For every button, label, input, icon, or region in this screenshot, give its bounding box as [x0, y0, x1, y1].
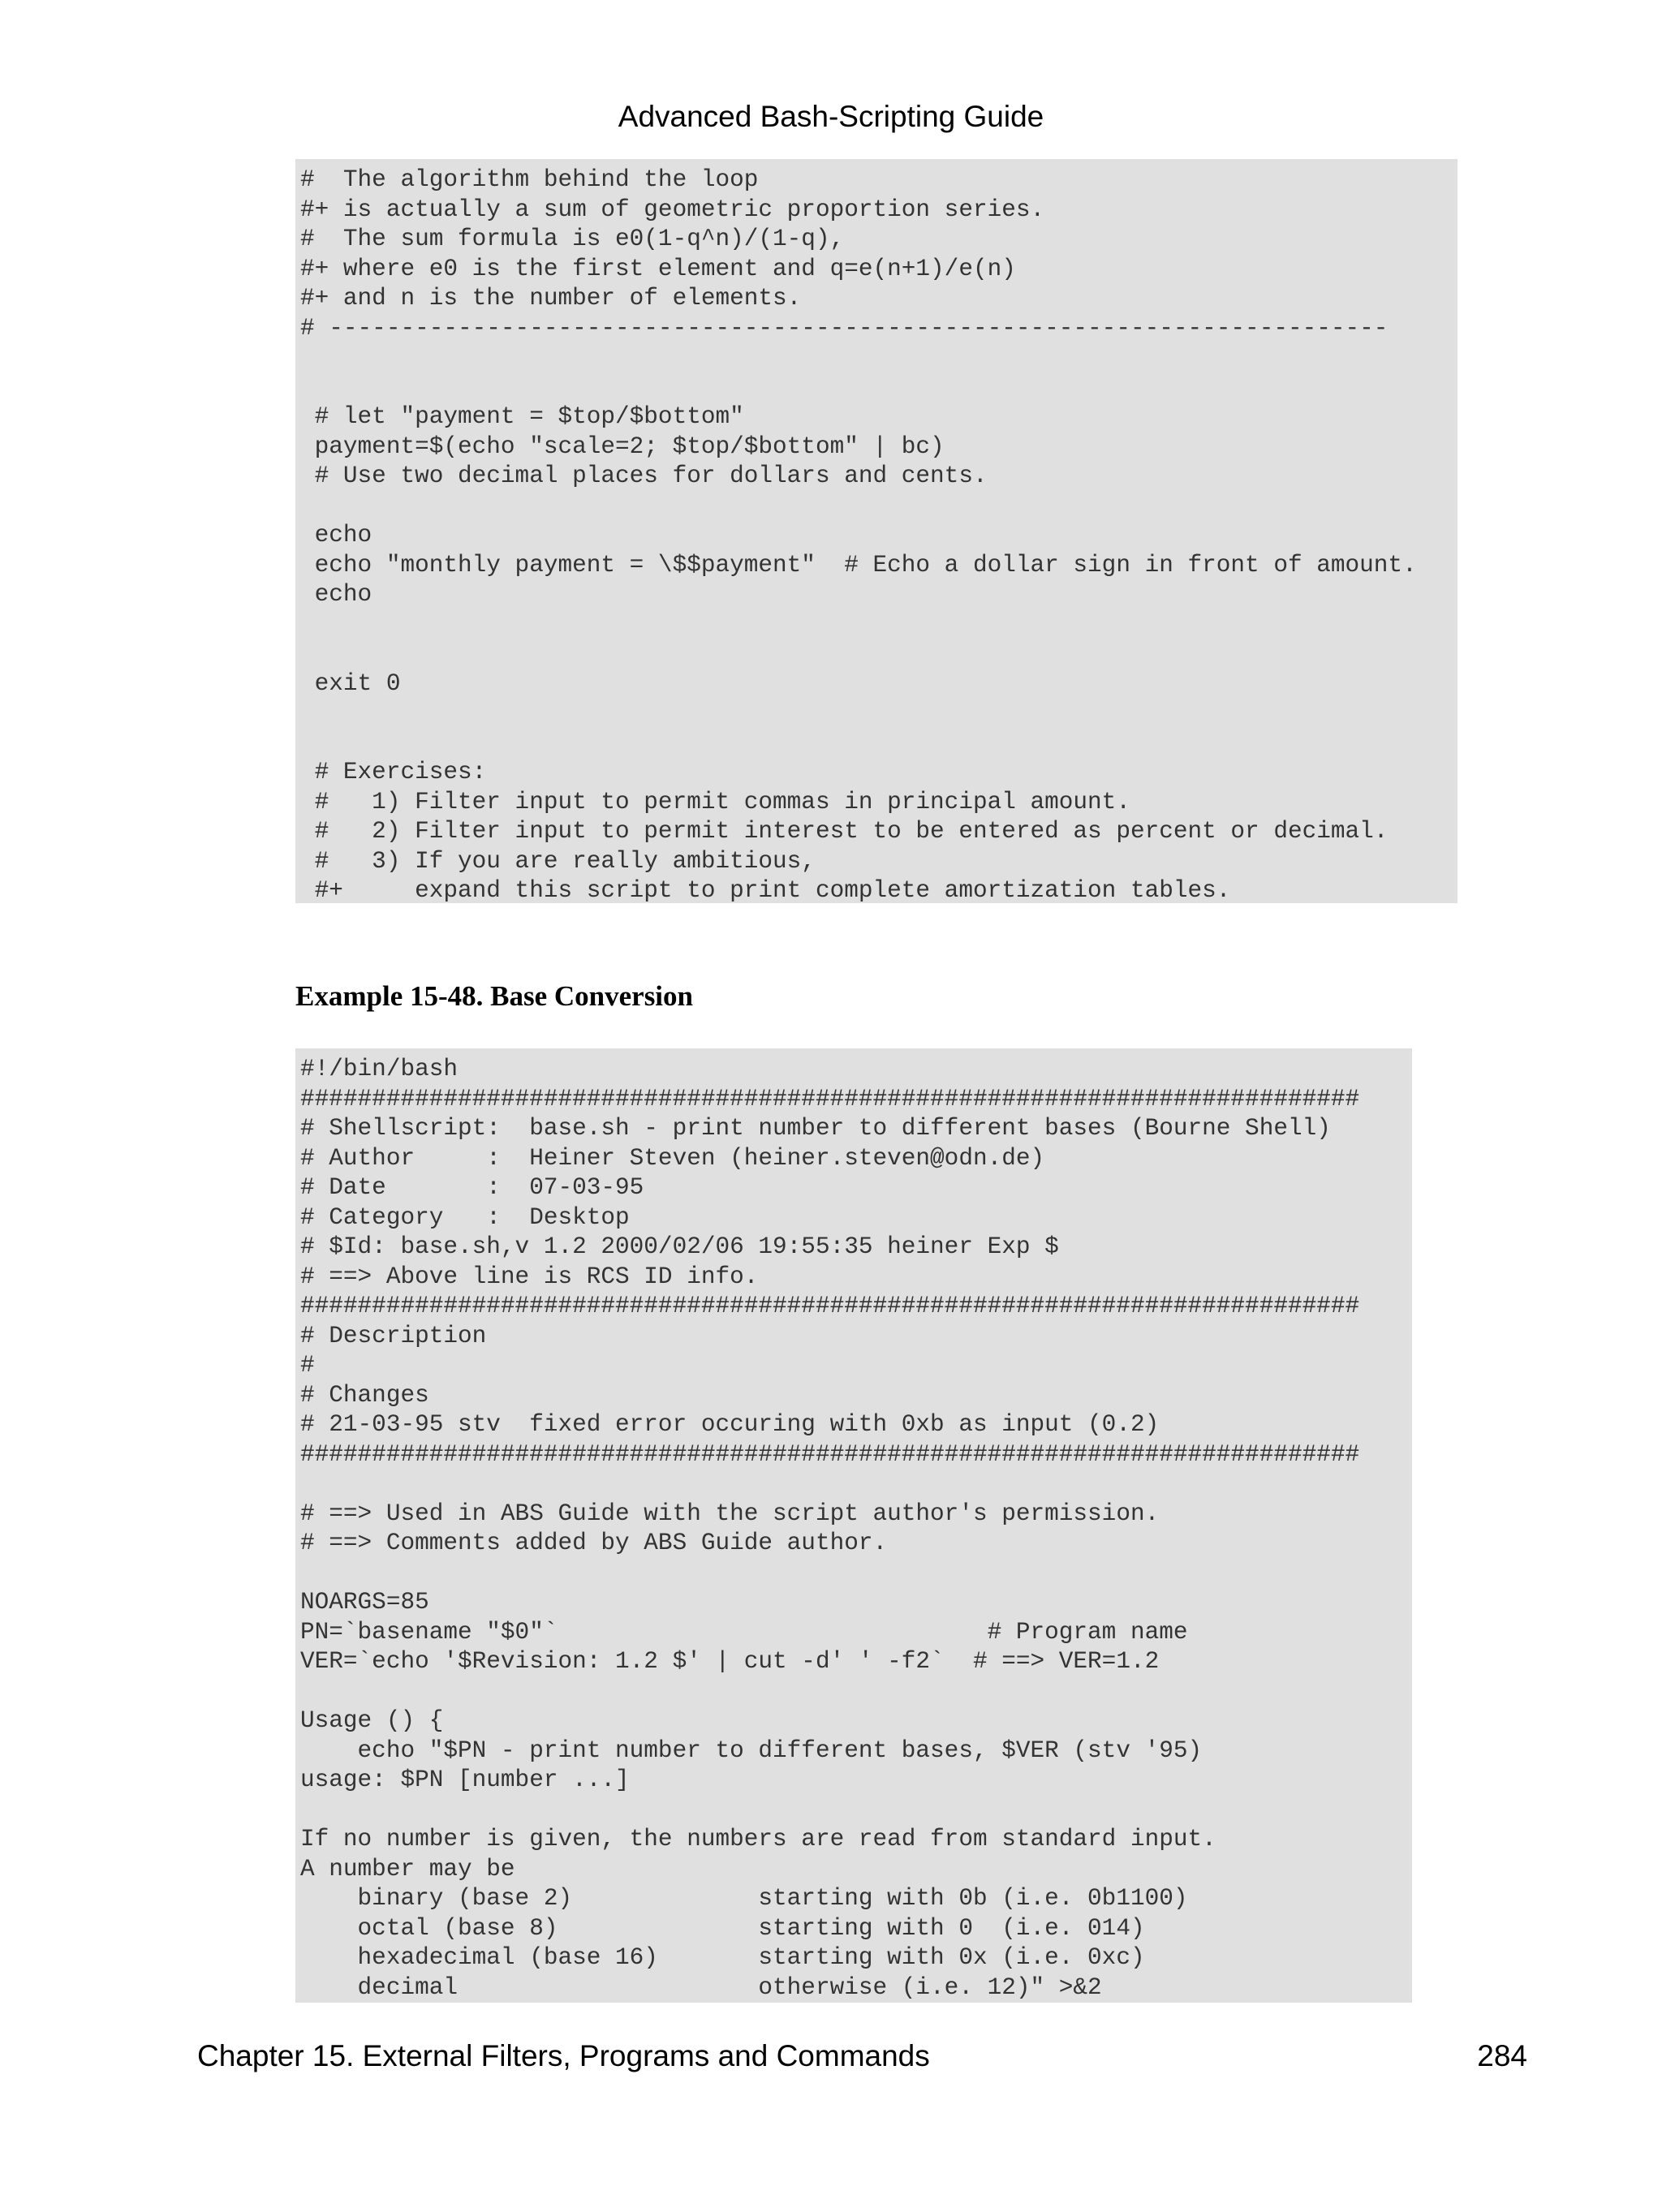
page-number: 284 [1477, 2039, 1527, 2072]
page-header: Advanced Bash-Scripting Guide [618, 100, 1044, 133]
code-listing-base-conversion: #!/bin/bash ########################################################################## # Shellscript: base.sh - print number to different bases (Bourne Shell) # Author : Heiner Steven (heiner.steven@odn.de) # Date : 07-03-95 # Category : Desktop # $Id: base.sh,v 1.2 2000/02/06 19:55:35 heiner Exp $ # ==> Above line is RCS ID info. ########################################################################## # Description # # Changes # 21-03-95 stv fixed error occuring with 0xb as input (0.2) ########################################################################## # ==> Used in ABS Guide with the script author's permission. # ==> Comments added by ABS Guide author. NOARGS=85 PN=`basename "$0"` # Program name VER=`echo '$Revision: 1.2 $' | cut -d' ' -f2` # ==> VER=1.2 Usage () { echo "$PN - print number to different bases, $VER (stv '95) usage: $PN [number ...] If no number is given, the numbers are read from standard input. A number may be binary (base 2) starting with 0b (i.e. 0b1100) octal (base 8) starting with 0 (i.e. 014) hexadecimal (base 16) starting with 0x (i.e. 0xc) decimal otherwise (i.e. 12)" >&2 [295, 1048, 1412, 2003]
example-title: Example 15-48. Base Conversion [295, 980, 693, 1012]
code-listing-loan-payment: # The algorithm behind the loop #+ is actually a sum of geometric proportion series. # The sum formula is e0(1-q^n)/(1-q), #+ where e0 is the first element and q=e(n+1)/e(n) #+ and n is the number of elements. # -------------------------------------------------------------------------- # let "payment = $top/$bottom" payment=$(echo "scale=2; $top/$bottom" | bc) # Use two decimal places for dollars and cents. echo echo "monthly payment = \$$payment" # Echo a dollar sign in front of amount. echo exit 0 # Exercises: # 1) Filter input to permit commas in principal amount. # 2) Filter input to permit interest to be entered as percent or decimal. # 3) If you are really ambitious, #+ expand this script to print complete amortization tables. [295, 159, 1457, 903]
footer-chapter-title: Chapter 15. External Filters, Programs and Commands [197, 2039, 930, 2072]
